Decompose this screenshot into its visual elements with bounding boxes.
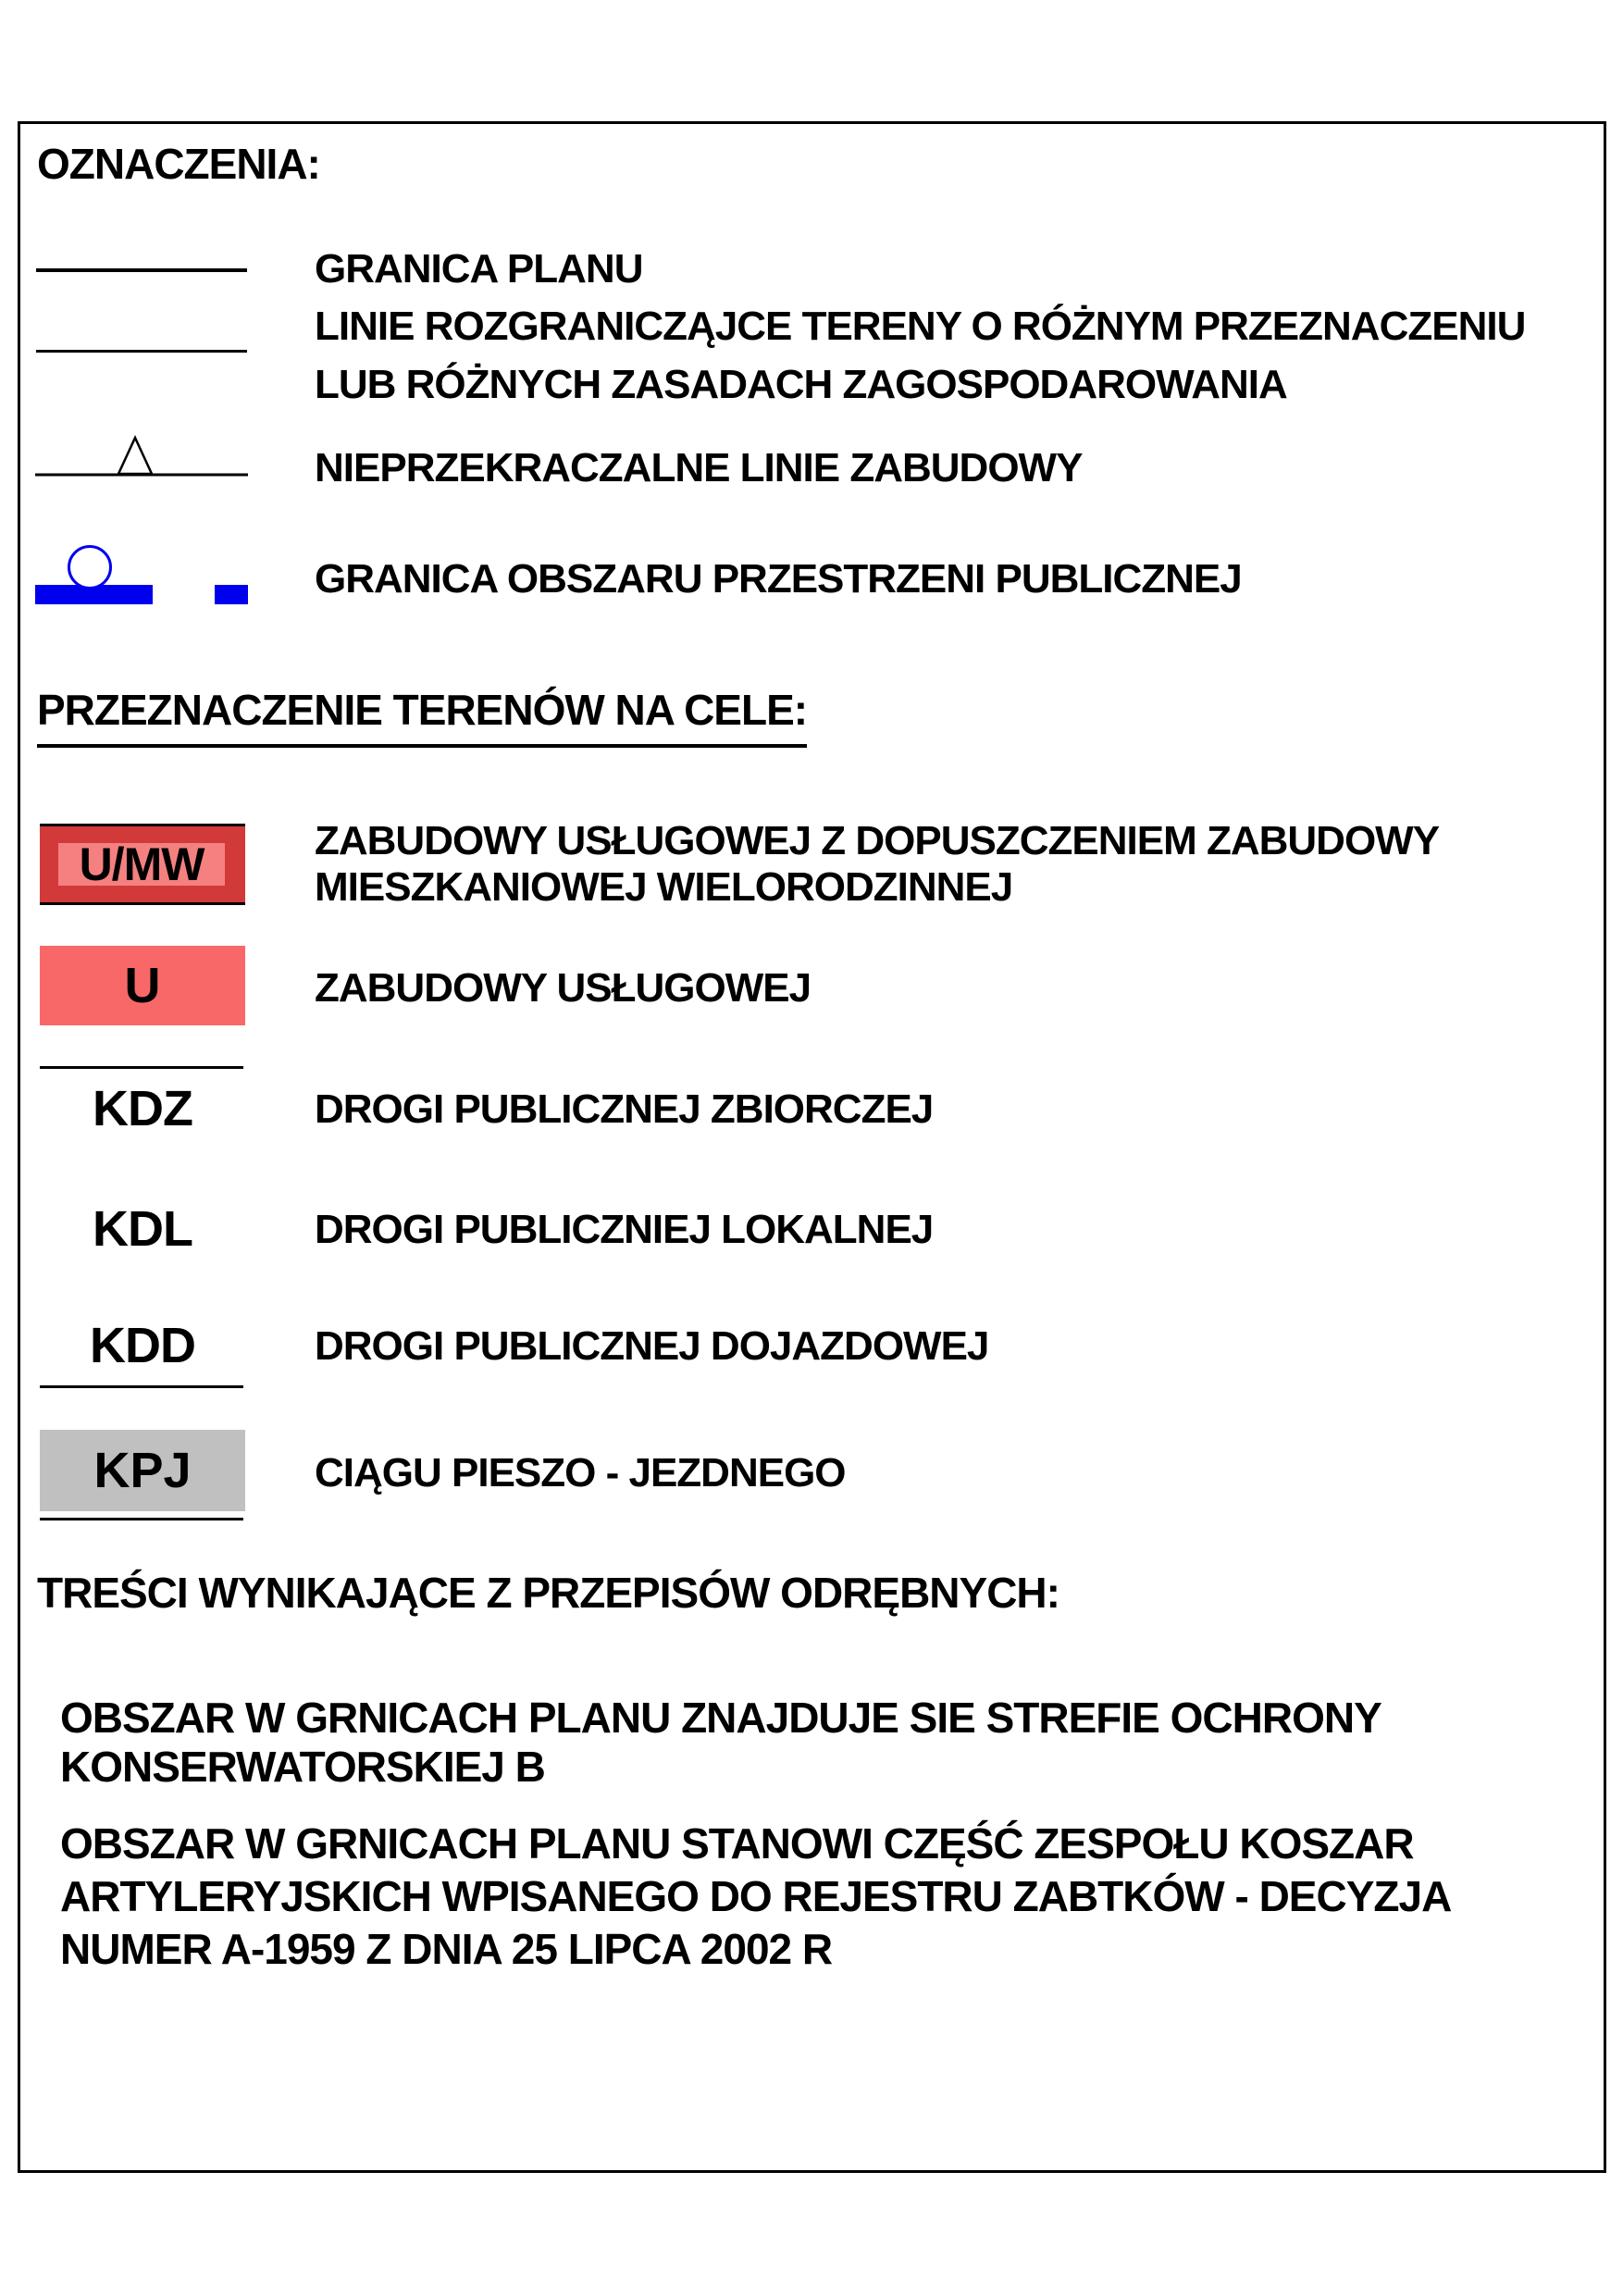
public-space-boundary-square-symbol xyxy=(215,585,248,604)
zone-umw-label-line2: MIESZKANIOWEJ WIELORODZINNEJ xyxy=(315,864,1013,910)
note-line: NUMER A-1959 Z DNIA 25 LIPCA 2002 R xyxy=(60,1925,833,1973)
zone-u-label: ZABUDOWY USŁUGOWEJ xyxy=(315,965,812,1011)
zone-code-kdd: KDD xyxy=(90,1318,195,1373)
note-monument-register xyxy=(60,1818,1451,1976)
rule-above-kdz xyxy=(40,1066,243,1069)
zone-swatch-kpj xyxy=(40,1430,245,1511)
note-line: ARTYLERYJSKICH WPISANEGO DO REJESTRU ZABTKÓW - DECYZJA xyxy=(60,1872,1452,1920)
zone-kdz-label: DROGI PUBLICZNEJ ZBIORCZEJ xyxy=(315,1086,934,1132)
zone-swatch-umw xyxy=(40,824,245,905)
zoning-dividing-line-label-line1: LINIE ROZGRANICZĄJCE TERENY O RÓŻNYM PRZEZNACZENIU xyxy=(315,304,1526,349)
rule-below-kdd xyxy=(40,1385,243,1388)
public-space-boundary-circle-symbol xyxy=(68,545,112,590)
building-limit-line-triangle-symbol xyxy=(35,433,248,478)
zone-umw-label-line1: ZABUDOWY USŁUGOWEJ Z DOPUSZCZENIEM ZABUDOWY xyxy=(315,818,1440,863)
zone-code-u: U xyxy=(124,958,161,1013)
zone-code-kdl: KDL xyxy=(93,1201,192,1257)
note-line: KONSERWATORSKIEJ B xyxy=(60,1743,545,1791)
zoning-dividing-line-label-line2: LUB RÓŻNYCH ZASADACH ZAGOSPODAROWANIA xyxy=(315,362,1287,407)
plan-boundary-line-symbol xyxy=(36,268,247,272)
section-title-tresci: TREŚCI WYNIKAJĄCE Z PRZEPISÓW ODRĘBNYCH: xyxy=(37,1569,1059,1617)
zone-code-kpj: KPJ xyxy=(93,1443,192,1498)
zone-kpj-label: CIĄGU PIESZO - JEZDNEGO xyxy=(315,1450,846,1496)
zone-kdd-label: DROGI PUBLICZNEJ DOJAZDOWEJ xyxy=(315,1323,989,1369)
zone-swatch-u xyxy=(40,946,245,1025)
zone-kdl-label: DROGI PUBLICZNIEJ LOKALNEJ xyxy=(315,1207,934,1252)
section-title-przeznaczenie: PRZEZNACZENIE TERENÓW NA CELE: xyxy=(37,685,807,748)
public-space-boundary-label: GRANICA OBSZARU PRZESTRZENI PUBLICZNEJ xyxy=(315,556,1242,602)
zone-code-kdz: KDZ xyxy=(93,1081,192,1136)
note-line: OBSZAR W GRNICACH PLANU ZNAJDUJE SIE STREFIE OCHRONY xyxy=(60,1694,1381,1742)
zone-code-umw: U/MW xyxy=(58,843,225,886)
building-limit-line-label: NIEPRZEKRACZALNE LINIE ZABUDOWY xyxy=(315,445,1083,490)
note-line: OBSZAR W GRNICACH PLANU STANOWI CZĘŚĆ ZESPOŁU KOSZAR xyxy=(60,1819,1414,1868)
section-title-oznaczenia: OZNACZENIA: xyxy=(37,140,320,188)
zoning-dividing-line-symbol xyxy=(36,350,247,353)
plan-boundary-label: GRANICA PLANU xyxy=(315,246,643,292)
rule-below-kpj xyxy=(40,1518,243,1520)
note-conservation-zone xyxy=(60,1694,1381,1792)
